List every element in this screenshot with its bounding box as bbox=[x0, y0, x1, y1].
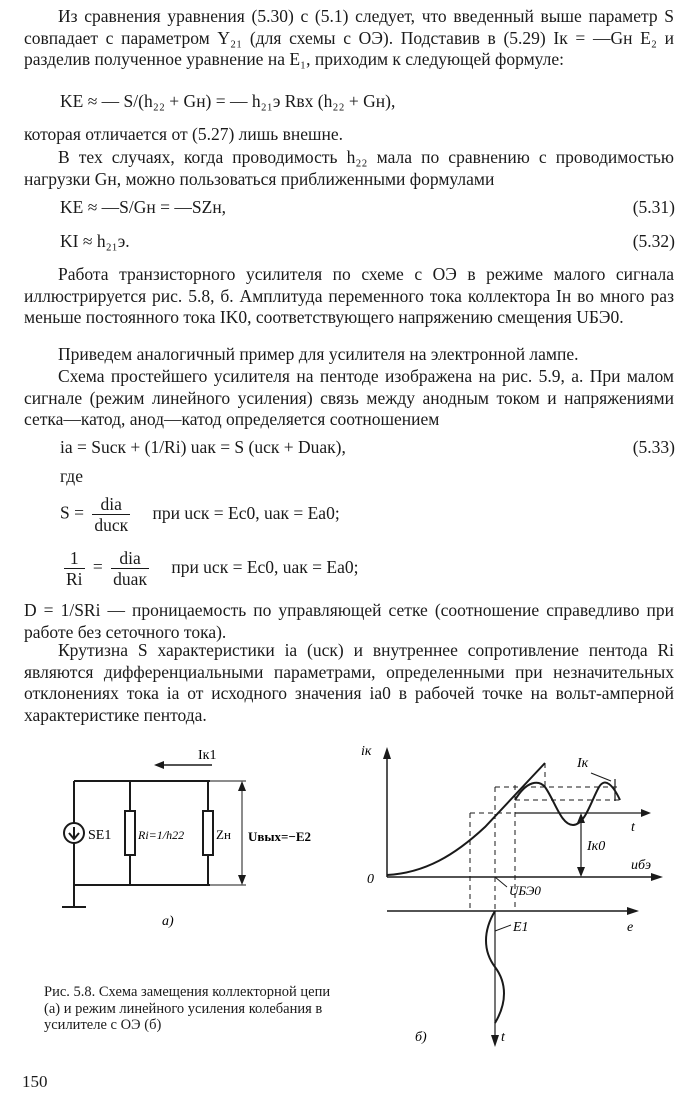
x-axis-label: uбэ bbox=[631, 858, 652, 873]
equation-number-5-31: (5.31) bbox=[632, 197, 675, 217]
paragraph-5: Приведем аналогичный пример для усилителя на электронной лампе. bbox=[58, 344, 579, 364]
equation-ke-approx: KE ≈ —S/Gн = —SZн, bbox=[60, 197, 227, 217]
page-number: 150 bbox=[22, 1072, 48, 1091]
current-arrowhead bbox=[154, 761, 164, 769]
s-condition: при uск = Eс0, uак = Eа0; bbox=[152, 502, 340, 523]
paragraph-2: которая отличается от (5.27) лишь внешне. bbox=[24, 124, 343, 144]
equation-ki-approx: KI ≈ h₂₁э. bbox=[60, 231, 130, 251]
ri-denominator: duак bbox=[113, 569, 147, 589]
paragraph-9: Крутизна S характеристики iа (uск) и внутреннее сопротивление пентода Ri являются дифференциальными параметрами, определенными при незначительных отклонениях тока iа от исходного значения iа0 в рабочей точке на вольт-амперной характеристике пентода. bbox=[24, 640, 674, 725]
origin-label: 0 bbox=[367, 872, 374, 887]
source-label: SE1 bbox=[88, 828, 112, 843]
plot-sublabel: б) bbox=[415, 1030, 427, 1045]
ri-numerator: diа bbox=[111, 548, 149, 569]
s-denominator: duск bbox=[94, 515, 129, 535]
characteristic-plot bbox=[355, 735, 685, 1055]
e1-label: E1 bbox=[513, 920, 529, 935]
ube0-label: UБЭ0 bbox=[509, 883, 541, 898]
zn-resistor bbox=[203, 811, 213, 855]
ik0-label: Iк0 bbox=[587, 839, 606, 854]
paragraph-6: Схема простейшего усилителя на пентоде изображена на рис. 5.9, а. При малом сигнале (режим линейного усиления) связь между анодным током и напряжениями сетка—катод, анод—катод определяется соотношением bbox=[24, 366, 674, 430]
equation-ia: iа = Suск + (1/Ri) uак = S (uск + Duак), bbox=[60, 437, 346, 457]
input-axis-label: e bbox=[627, 920, 634, 935]
equation-number-5-32: (5.32) bbox=[632, 231, 675, 251]
time-label-output: t bbox=[631, 820, 635, 835]
paragraph-3: В тех случаях, когда проводимость h₂₂ мала по сравнению с проводимостью нагрузки Gн, можно пользоваться приближенными формулами bbox=[24, 147, 674, 189]
equation-number-5-33: (5.33) bbox=[632, 437, 675, 457]
output-voltage-label: Uвых=−E2 bbox=[248, 829, 312, 844]
circuit-diagram bbox=[50, 745, 340, 935]
equation-ke-full: KE ≈ — S/(h₂₂ + Gн) = — h₂₁э Rвх (h₂₂ + Gн), bbox=[60, 91, 396, 111]
y-axis-label: iк bbox=[361, 744, 372, 759]
s-lhs: S = bbox=[60, 502, 84, 523]
ik-label: Iк bbox=[577, 756, 589, 771]
equation-s-definition bbox=[60, 494, 340, 535]
equation-ri-definition: $\frac{1}{Ri}$ = $\frac{\text{diа}}{\text{duак}}$ при uск = Eс0, uак = Eа0; bbox=[66, 548, 359, 589]
figure-caption: Рис. 5.8. Схема замещения коллекторной цепи (а) и режим линейного усиления колебания в усилителе с ОЭ (б) bbox=[44, 984, 331, 1033]
paragraph-8: D = 1/SRi — проницаемость по управляющей сетке (соотношение справедливо при работе без сеточного тока). bbox=[24, 600, 674, 642]
current-label: Iк1 bbox=[198, 748, 217, 763]
characteristic-curve bbox=[387, 763, 545, 875]
circuit-sublabel: а) bbox=[162, 914, 174, 929]
s-fraction bbox=[92, 494, 130, 535]
paragraph-1: Из сравнения уравнения (5.30) с (5.1) следует, что введенный выше параметр S совпадает с параметром Y₂₁ (для схемы с ОЭ). Подставив в (5.29) Iк = —Gн E₂ и разделив полученное уравнение на E₁, приходим к следующей формуле: bbox=[24, 6, 674, 70]
time-label-input: t bbox=[501, 1030, 505, 1045]
s-numerator: diа bbox=[92, 494, 130, 515]
ri-lhs-denominator: Ri bbox=[66, 569, 83, 589]
ri-label: Ri=1/h22 bbox=[138, 828, 185, 842]
output-current-wave bbox=[515, 783, 620, 825]
paragraph-where: где bbox=[60, 466, 83, 486]
ri-resistor bbox=[125, 811, 135, 855]
ri-lhs-numerator: 1 bbox=[64, 548, 85, 569]
ri-condition: при uск = Eс0, uак = Eа0; bbox=[171, 556, 359, 577]
ri-lhs-fraction bbox=[64, 548, 85, 589]
paragraph-4: Работа транзисторного усилителя по схеме с ОЭ в режиме малого сигнала иллюстрируется рис. 5.8, б. Амплитуда переменного тока коллектора Iн во много раз меньше постоянного тока IK0, соответствующего напряжению смещения UБЭ0. bbox=[24, 264, 674, 328]
ri-fraction bbox=[111, 548, 149, 589]
zn-label: Zн bbox=[216, 827, 231, 842]
